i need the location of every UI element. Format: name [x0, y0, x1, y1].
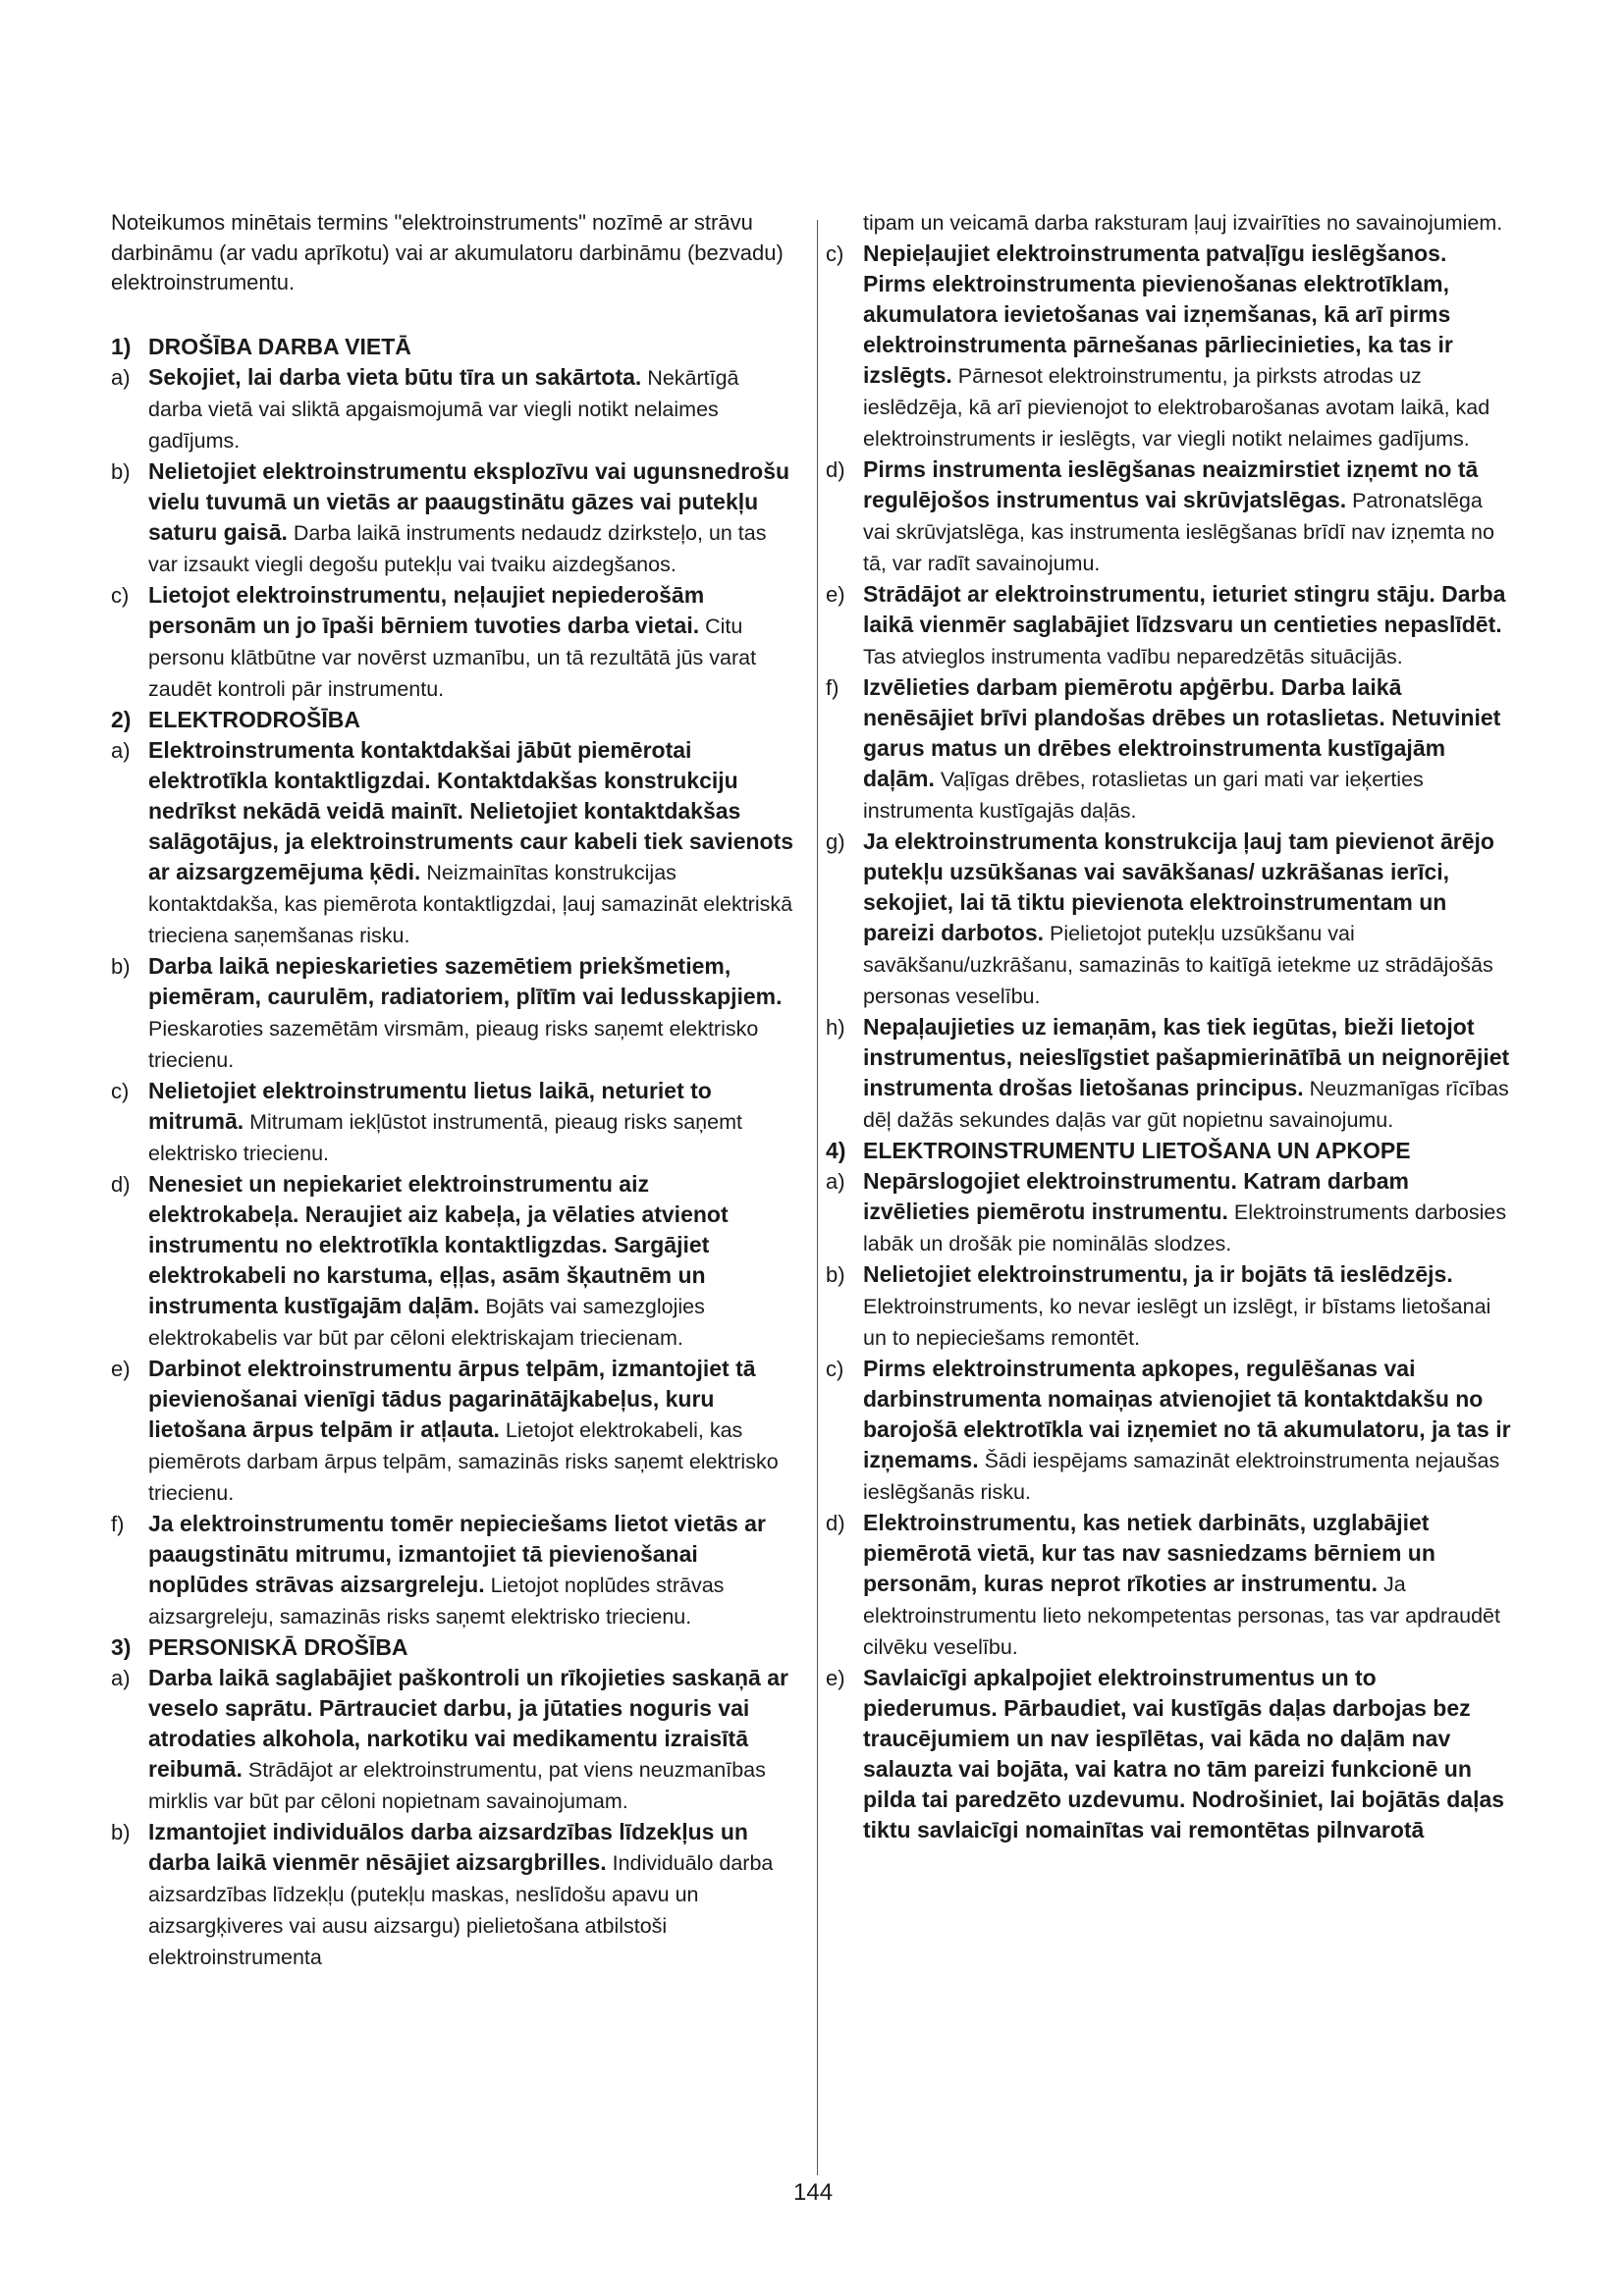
intro-paragraph: Noteikumos minētais termins "elektroinstruments" nozīmē ar strāvu darbināmu (ar vadu aprīkotu) vai ar akumulatoru darbināmu (bezvadu) elektroinstrumentu.: [111, 210, 784, 294]
list-item: a) Nepārslogojiet elektroinstrumentu. Katram darbam izvēlieties piemērotu instrumentu. Elektroinstruments darbosies labāk un drošāk pie nominālās slodzes.: [826, 1168, 1507, 1255]
list-item: f) Izvēlieties darbam piemērotu apģērbu. Darba laikā nenēsājiet brīvi plandošas drēbes un rotaslietas. Netuviniet garus matus un drēbes elektroinstrumenta kustīgajām daļām. Vaļīgas drēbes, rotaslietas un gari mati var ieķerties instrumenta kustīgajās daļās.: [826, 674, 1501, 823]
list-item: a) Sekojiet, lai darba vieta būtu tīra un sakārtota. Nekārtīgā darba vietā vai sliktā apgaismojumā var viegli notikt nelaimes gadījums.: [111, 363, 739, 453]
list-item-continuation: tipam un veicamā darba raksturam ļauj izvairīties no savainojumiem.: [863, 211, 1503, 235]
section-heading-1: 1) DROŠĪBA DARBA VIETĀ: [111, 333, 411, 359]
list-item: d) Elektroinstrumentu, kas netiek darbināts, uzglabājiet piemērotā vietā, kur tas nav sasniedzams bērniem un personām, kuras neprot rīkoties ar instrumentu. Ja elektroinstrumentu lieto nekompetentas personas, tas var apdraudēt cilvēku veselību.: [826, 1510, 1500, 1659]
list-item: a) Darba laikā saglabājiet paškontroli un rīkojieties saskaņā ar veselo saprātu. Pārtrauciet darbu, ja jūtaties noguris vai atrodaties alkohola, narkotiku vai medikamentu izraisītā reibumā. Strādājot ar elektroinstrumentu, pat viens neuzmanības mirklis var būt par cēloni nopietnam savainojumam.: [111, 1664, 788, 1813]
list-item: b) Darba laikā nepieskarieties sazemētiem priekšmetiem, piemēram, caurulēm, radiatoriem, plītīm vai ledusskapjiem. Pieskaroties sazemētām virsmām, pieaug risks saņemt elektrisko triecienu.: [111, 952, 783, 1072]
list-item: c) Pirms elektroinstrumenta apkopes, regulēšanas vai darbinstrumenta nomaiņas atvienojiet tā kontaktdakšu no barojošā elektrotīkla vai izņemiet no tā akumulatoru, ja tas ir izņemams. Šādi iespējams samazināt elektroinstrumenta nejaušas ieslēgšanās risku.: [826, 1356, 1511, 1504]
list-item: c) Nepieļaujiet elektroinstrumenta patvaļīgu ieslēgšanos. Pirms elektroinstrumenta pievienošanas elektrotīklam, akumulatora ievietošanas vai izņemšanas, kā arī pirms elektroinstrumenta pārnešanas pārliecinieties, ka tas ir izslēgts. Pārnesot elektroinstrumentu, ja pirksts atrodas uz ieslēdzēja, kā arī pievienojot to elektrobarošanas avotam laikā, kad elektroinstruments ir ieslēgts, var viegli notikt nelaimes gadījums.: [826, 240, 1490, 451]
list-item: c) Lietojot elektroinstrumentu, neļaujiet nepiederošām personām un jo īpaši bērniem tuvoties darba vietai. Citu personu klātbūtne var novērst uzmanību, un tā rezultātā jūs varat zaudēt kontroli pār instrumentu.: [111, 581, 757, 701]
list-item: c) Nelietojiet elektroinstrumentu lietus laikā, neturiet to mitrumā. Mitrumam iekļūstot instrumentā, pieaug risks saņemt elektrisko triecienu.: [111, 1077, 742, 1165]
left-column: [111, 208, 798, 1973]
list-item: e) Darbinot elektroinstrumentu ārpus telpām, izmantojiet tā pievienošanai vienīgi tādus pagarinātājkabeļus, kuru lietošana ārpus telpām ir atļauta. Lietojot elektrokabeli, kas piemērots darbam ārpus telpām, samazinās risks saņemt elektrisko triecienu.: [111, 1355, 779, 1505]
list-item: d) Pirms instrumenta ieslēgšanas neaizmirstiet izņemt no tā regulējošos instrumentus vai skrūvjatslēgas. Patronatslēga vai skrūvjatslēga, kas instrumenta ieslēgšanas brīdī nav izņemta no tā, var radīt savainojumu.: [826, 456, 1494, 575]
list-item: e) Strādājot ar elektroinstrumentu, ieturiet stingru stāju. Darba laikā vienmēr saglabājiet līdzsvaru un centieties nepaslīdēt. Tas atvieglos instrumenta vadību neparedzētās situācijās.: [826, 581, 1506, 668]
section-heading-2: 2) ELEKTRODROŠĪBA: [111, 706, 360, 732]
list-item: g) Ja elektroinstrumenta konstrukcija ļauj tam pievienot ārējo putekļu uzsūkšanas vai savākšanas/ uzkrāšanas ierīci, sekojiet, lai tā tiktu pievienota elektroinstrumentam un pareizi darbotos. Pielietojot putekļu uzsūkšanu vai savākšanu/uzkrāšanu, samazinās to kaitīgā ietekme uz strādājošās personas veselību.: [826, 828, 1494, 1008]
page-number: 144: [793, 2179, 834, 2206]
list-item: h) Nepaļaujieties uz iemaņām, kas tiek iegūtas, bieži lietojot instrumentus, neieslīgstiet pašapmierinātībā un neignorējiet instrumenta drošas lietošanas principus. Neuzmanīgas rīcības dēļ dažās sekundes daļās var gūt nopietnu savainojumu.: [826, 1014, 1510, 1132]
list-item: d) Nenesiet un nepiekariet elektroinstrumentu aiz elektrokabeļa. Neraujiet aiz kabeļa, ja vēlaties atvienot instrumentu no elektrotīkla kontaktligzdas. Sargājiet elektrokabeli no karstuma, eļļas, asām šķautnēm un instrumenta kustīgajām daļām. Bojāts vai samezglojies elektrokabelis var būt par cēloni elektriskajam triecienam.: [111, 1170, 729, 1350]
column-divider: [817, 220, 818, 2175]
section-heading-3: 3) PERSONISKĀ DROŠĪBA: [111, 1633, 408, 1660]
list-item: b) Nelietojiet elektroinstrumentu eksplozīvu vai ugunsnedrošu vielu tuvumā un vietās ar paaugstinātu gāzes vai putekļu saturu gaisā. Darba laikā instruments nedaudz dzirksteļo, un tas var izsaukt viegli degošu putekļu vai tvaiku aizdegšanos.: [111, 457, 790, 576]
right-column: [826, 208, 1513, 1846]
list-item: f) Ja elektroinstrumentu tomēr nepieciešams lietot vietās ar paaugstinātu mitrumu, izmantojiet tā pievienošanai noplūdes strāvas aizsargreleju. Lietojot noplūdes strāvas aizsargreleju, samazinās risks saņemt elektrisko triecienu.: [111, 1510, 766, 1629]
list-item: e) Savlaicīgi apkalpojiet elektroinstrumentus un to piederumus. Pārbaudiet, vai kustīgās daļas darbojas bez traucējumiem un nav iespīlētas, vai kāda no daļām nav salauzta vai bojāta, vai katra no tām pareizi funkcionē un pilda tai paredzēto uzdevumu. Nodrošiniet, lai bojātās daļas tiktu savlaicīgi nomainītas vai remontētas pilnvarotā: [826, 1665, 1505, 1842]
section-heading-4: 4) ELEKTROINSTRUMENTU LIETOŠANA UN APKOPE: [826, 1138, 1411, 1163]
list-item: a) Elektroinstrumenta kontaktdakšai jābūt piemērotai elektrotīkla kontaktligzdai. Kontaktdakšas konstrukciju nedrīkst nekādā veidā mainīt. Nelietojiet kontaktdakšas salāgotājus, ja elektroinstruments caur kabeli tiek savienots ar aizsargzemējuma ķēdi. Neizmainītas konstrukcijas kontaktdakša, kas piemērota kontaktligzdai, ļauj samazināt elektriskā trieciena saņemšanas risku.: [111, 736, 794, 947]
list-item: b) Nelietojiet elektroinstrumentu, ja ir bojāts tā ieslēdzējs. Elektroinstruments, ko nevar ieslēgt un izslēgt, ir bīstams lietošanai un to nepieciešams remontēt.: [826, 1261, 1491, 1350]
list-item: b) Izmantojiet individuālos darba aizsardzības līdzekļus un darba laikā vienmēr nēsājiet aizsargbrilles. Individuālo darba aizsardzības līdzekļu (putekļu maskas, neslīdošu apavu un aizsargķiveres vai ausu aizsargu) pielietošana atbilstoši elektroinstrumenta: [111, 1818, 774, 1969]
